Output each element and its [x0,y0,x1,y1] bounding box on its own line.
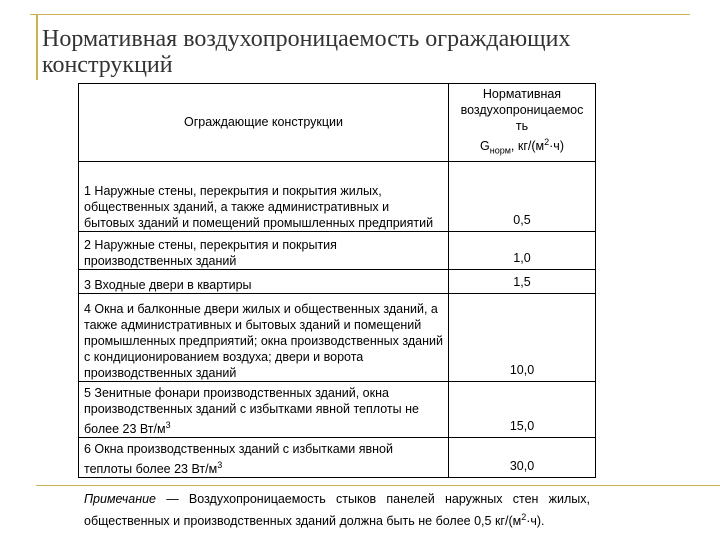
top-rule [30,14,690,15]
row-description: 2 Наружные стены, перекрытия и покрытия производственных зданий [79,231,449,269]
row-superscript: 3 [217,459,223,470]
symbol-subscript: норм [489,145,511,156]
row-value: 0,5 [449,161,596,231]
row-description: 4 Окна и балконные двери жилых и общественных зданий, а также административных и бытовых зданий и помещений промышленных предприятий; окна производственных зданий с кондиционированием воздуха; двери и ворота производственных зданий [79,293,449,381]
row-value: 10,0 [449,293,596,381]
row-value: 1,0 [449,231,596,269]
symbol-g: G [480,139,490,154]
table-header-row [79,84,596,162]
note-text: — Воздухопроницаемость стыков панелей наружных стен жилых, общественных и производственных зданий должна быть не более 0,5 кг/(м [84,492,590,529]
table-row [79,381,596,437]
table-row [79,437,596,477]
table-row [79,293,596,381]
row-value: 1,5 [449,269,596,293]
slide-title: Нормативная воздухопроницаемость ограждающих конструкций [42,26,571,78]
row-value: 15,0 [449,381,596,437]
header-line: ть [515,119,529,133]
row-value: 30,0 [449,437,596,477]
note-text-end: ·ч). [526,514,545,529]
unit-superscript: 2 [544,137,550,147]
header-line: Нормативная [482,87,562,101]
row-description: 1 Наружные стены, перекрытия и покрытия жилых, общественных зданий, а также административных и бытовых зданий и помещений промышленных предприятий [79,161,449,231]
unit-text: ·ч) [549,139,564,154]
accent-bar [36,14,38,80]
row-text: 5 Зенитные фонари производственных зданий, окна производственных зданий с избытками явной теплоты не более 23 Вт/м [84,385,419,436]
row-description [79,437,449,477]
unit-text: , кг/(м [510,139,545,154]
row-description: 3 Входные двери в квартиры [79,269,449,293]
air-permeability-table [78,83,596,478]
table-row [79,231,596,269]
note-label: Примечание [84,492,156,506]
column-header-constructions: Ограждающие конструкции [79,84,449,162]
bottom-rule [36,485,720,486]
table-row [79,161,596,231]
header-line: воздухопроницаемос [460,103,584,117]
row-superscript: 3 [165,419,171,430]
table-footnote [84,490,590,530]
note-superscript: 2 [521,512,527,522]
row-description [79,381,449,437]
row-text: 6 Окна производственных зданий с избытками явной теплоты более 23 Вт/м [84,441,393,476]
column-header-permeability [449,84,596,162]
table-row [79,269,596,293]
